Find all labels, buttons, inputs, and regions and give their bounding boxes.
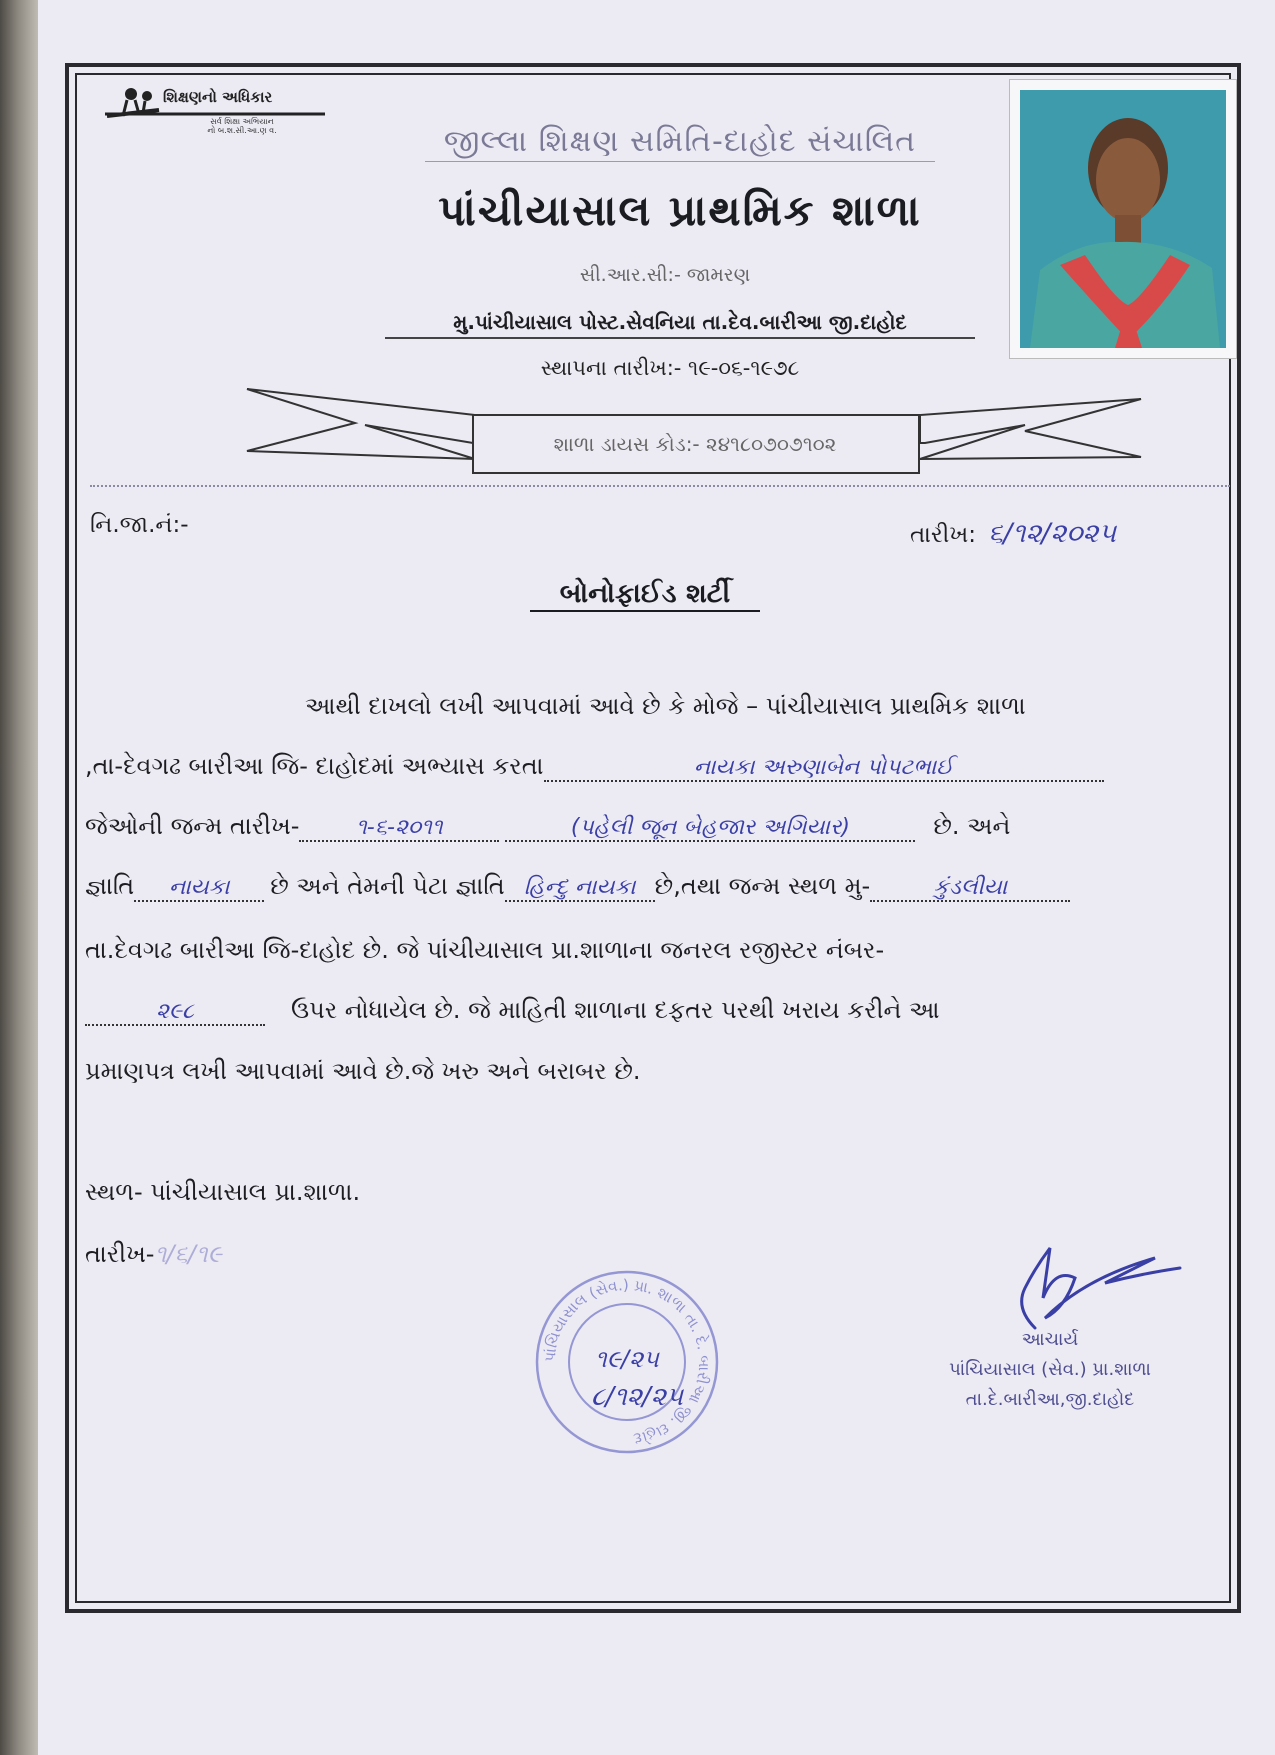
register-number: ૨૯૮ — [85, 999, 265, 1026]
body-line-1: આથી દાખલો લખી આપવામાં આવે છે કે મોજે – પાંચીયાસાલ પ્રાથમિક શાળા — [305, 692, 1026, 720]
line4-mid: છે અને તેમની પેટા જ્ઞાતિ — [270, 872, 505, 900]
stamp-number: ૧૯/૨૫ — [595, 1345, 659, 1373]
student-photo — [1010, 80, 1236, 358]
footer-date — [85, 1240, 222, 1268]
birthplace: કુંડલીયા — [870, 875, 1070, 902]
header-separator — [90, 485, 1230, 487]
body-line-6 — [85, 996, 940, 1026]
footer-date-label: તારીખ- — [85, 1240, 155, 1268]
student-portrait-icon — [1020, 90, 1226, 348]
place-label: સ્થળ- પાંચીયાસાલ પ્રા.શાળા. — [85, 1178, 361, 1206]
line3-prefix: જેઓની જન્મ તારીખ- — [85, 812, 300, 840]
stamp-date: ૮/૧૨/૨૫ — [590, 1382, 684, 1412]
body-line-3 — [85, 812, 1010, 842]
rte-logo — [105, 84, 345, 144]
principal-signature — [995, 1238, 1185, 1338]
certificate-title: બોનોફાઈડ શર્ટી — [530, 578, 760, 612]
body-line-5: તા.દેવગઢ બારીઆ જિ-દાહોદ છે. જે પાંચીયાસાલ પ્રા.શાળાના જનરલ રજીસ્ટર નંબર- — [85, 936, 885, 964]
issue-date-value: ૬/૧૨/૨૦૨૫ — [988, 518, 1117, 549]
organization-name: જીલ્લા શિક્ષણ સમિતિ-દાહોદ સંચાલિત — [443, 124, 917, 159]
founded-date: સ્થાપના તારીખ:- ૧૯-૦૬-૧૯૭૮ — [540, 356, 800, 380]
school-address: મુ.પાંચીયાસાલ પોસ્ટ.સેવનિયા તા.દેવ.બારીઆ જી.દાહોદ — [453, 310, 907, 334]
logo-text: શિક્ષણનો અધિકાર — [163, 88, 273, 106]
signatory-block — [905, 1325, 1195, 1415]
school-name: પાંચીયાસાલ પ્રાથમિક શાળા — [438, 186, 922, 235]
body-line-7: પ્રમાણપત્ર લખી આપવામાં આવે છે.જે ખરુ અને બરાબર છે. — [85, 1057, 641, 1085]
issue-date-label: તારીખ: — [910, 522, 977, 548]
signatory-school: પાંચિયાસાલ (સેવ.) પ્રા.શાળા — [949, 1359, 1151, 1380]
logo-subtext — [167, 117, 317, 135]
dise-code: શાળા ડાયસ કોડ:- ૨૪૧૮૦૭૦૭૧૦૨ — [553, 432, 837, 456]
line6-suffix: ઉપર નોધાયેલ છે. જે માહિતી શાળાના દફતર પરથી ખરાય કરીને આ — [291, 996, 940, 1024]
footer-date-value: ૧/૬/૧૯ — [154, 1240, 222, 1268]
signatory-location: તા.દે.બારીઆ,જી.દાહોદ — [965, 1389, 1135, 1410]
line3-suffix: છે. અને — [933, 812, 1011, 840]
logo-subtext-2: નો બ.શ.સી.આ.ણ વ. — [207, 126, 277, 135]
address-underline — [385, 337, 975, 339]
birth-date: ૧-૬-૨૦૧૧ — [299, 815, 499, 842]
pencil-children-icon — [105, 86, 161, 126]
logo-subtext-1: સર્વ શિક્ષા અભિયાન — [210, 117, 274, 126]
body-line-4 — [85, 872, 1070, 902]
birth-date-words: (પહેલી જૂન બેહજાર અગિયાર) — [505, 815, 915, 842]
organization-underline — [425, 161, 935, 162]
reference-number-label: નિ.જા.નં:- — [90, 512, 189, 538]
line2-prefix: ,તા-દેવગઢ બારીઆ જિ- દાહોદમાં અભ્યાસ કરતા — [85, 752, 544, 780]
student-name: નાયકા અરુણાબેન પોપટભાઈ — [544, 755, 1104, 782]
line4-mid2: છે,તથા જન્મ સ્થળ મુ- — [654, 872, 871, 900]
body-line-2 — [85, 752, 1104, 782]
crc-label: સી.આર.સી:- જામરણ — [579, 264, 751, 286]
line4-prefix: જ્ઞાતિ — [85, 872, 135, 900]
school-stamp — [532, 1267, 722, 1457]
caste: નાયકા — [134, 875, 264, 902]
stamp-ring-text: પાંચિયાસાલ (સેવ.) પ્રા. શાળા તા. દે. બારીઆ જી. દાહોદ — [540, 1275, 714, 1448]
signatory-title: આચાર્ય — [1021, 1329, 1079, 1350]
subcaste: હિન્દુ નાયકા — [505, 875, 655, 902]
